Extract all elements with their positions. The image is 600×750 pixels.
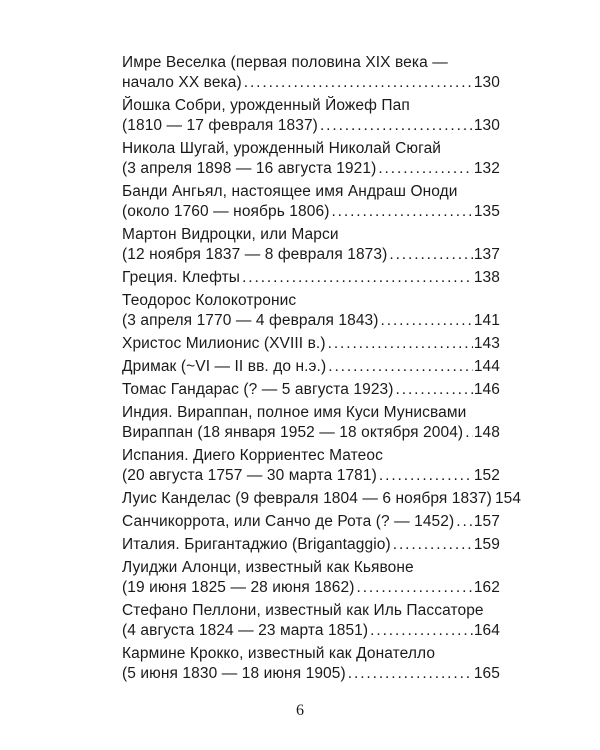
toc-entry-last-line — [122, 311, 500, 331]
toc-entry-last-line — [122, 380, 500, 400]
toc-entry-title-line: (3 апреля 1770 — 4 февраля 1843) — [122, 312, 379, 329]
page-number: 6 — [296, 702, 304, 719]
toc-entry-last-line — [122, 578, 500, 598]
toc-entry-page-number: 130 — [473, 117, 500, 134]
toc-entry-title-line: (около 1760 — ноябрь 1806) — [122, 203, 330, 220]
dot-leader — [456, 512, 473, 532]
toc-entry-title-line: Индия. Вираппан, полное имя Куси Мунисвами — [122, 404, 467, 421]
toc-entry-title-line: (3 апреля 1898 — 16 августа 1921) — [122, 160, 377, 177]
dot-leader — [465, 423, 473, 443]
toc-entry — [122, 182, 500, 222]
toc-entry — [122, 225, 500, 265]
toc-entry-title-line: Санчикоррота, или Санчо де Рота (? — 1452) — [122, 513, 455, 530]
toc-entry — [122, 53, 500, 93]
toc-entry — [122, 334, 500, 354]
dot-leader — [378, 159, 472, 179]
dot-leader — [328, 334, 473, 354]
toc-entry — [122, 446, 500, 486]
dot-leader — [393, 535, 473, 555]
toc-entry — [122, 357, 500, 377]
toc-entry-title-line: начало XX века) — [122, 74, 242, 91]
toc-entry-title-line: Йошка Собри, урожденный Йожеф Пап — [122, 97, 410, 114]
toc-entry-last-line — [122, 512, 500, 532]
toc-entry-page-number: 138 — [473, 269, 500, 286]
toc-entry-title-line: (20 августа 1757 — 30 марта 1781) — [122, 467, 377, 484]
toc-entry-page-number: 130 — [473, 74, 500, 91]
toc-entry — [122, 489, 522, 509]
toc-entry-page-number: 148 — [473, 424, 500, 441]
toc-entry-title-line: Христос Милионис (XVIII в.) — [122, 335, 326, 352]
toc-entry-last-line — [122, 357, 500, 377]
toc-entry-title-line: Испания. Диего Корриентес Матеос — [122, 447, 383, 464]
toc-entry-last-line — [122, 245, 500, 265]
toc-entry — [122, 139, 500, 179]
toc-entry-last-line — [122, 334, 500, 354]
toc-entry-title-line: (1810 — 17 февраля 1837) — [122, 117, 318, 134]
dot-leader — [348, 664, 473, 684]
toc-entry-page-number: 165 — [473, 665, 500, 682]
toc-entry-last-line — [122, 664, 500, 684]
toc-entry-page-number: 159 — [473, 536, 500, 553]
dot-leader — [242, 268, 473, 288]
toc-entry-page-number: 157 — [473, 513, 500, 530]
toc-entry-page-number: 137 — [473, 246, 500, 263]
toc-entry-title-line: Вираппан (18 января 1952 — 18 октября 2004) — [122, 424, 464, 441]
toc-entry-last-line — [122, 423, 500, 443]
dot-leader — [379, 466, 473, 486]
dot-leader — [320, 116, 473, 136]
toc-entry-title-line: Дримак (~VI — II вв. до н.э.) — [122, 358, 327, 375]
table-of-contents — [122, 53, 522, 687]
toc-entry-page-number: 143 — [473, 335, 500, 352]
toc-entry — [122, 268, 500, 288]
toc-entry — [122, 535, 500, 555]
toc-entry-title-line: Луиджи Алонци, известный как Кьявоне — [122, 559, 414, 576]
toc-entry-title-line: (12 ноября 1837 — 8 февраля 1873) — [122, 246, 388, 263]
dot-leader — [370, 621, 473, 641]
toc-entry-page-number: 162 — [473, 579, 500, 596]
toc-entry-title-line: Имре Веселка (первая половина XIX века — — [122, 54, 448, 71]
dot-leader — [381, 311, 473, 331]
toc-entry — [122, 291, 500, 331]
toc-entry-title-line: Томас Гандарас (? — 5 августа 1923) — [122, 381, 394, 398]
toc-entry-last-line — [122, 268, 500, 288]
toc-entry-title-line: Италия. Бригантаджио (Brigantaggio) — [122, 536, 391, 553]
toc-entry — [122, 380, 500, 400]
toc-entry-title-line: Теодорос Колокотронис — [122, 292, 297, 309]
toc-entry-page-number: 164 — [473, 622, 500, 639]
dot-leader — [396, 380, 473, 400]
toc-entry — [122, 601, 500, 641]
toc-entry-last-line — [122, 489, 522, 509]
toc-entry-title-line: Банди Ангьял, настоящее имя Андраш Оноди — [122, 183, 458, 200]
toc-entry-page-number: 152 — [473, 467, 500, 484]
toc-entry — [122, 96, 500, 136]
dot-leader — [331, 202, 472, 222]
dot-leader — [356, 578, 472, 598]
toc-entry-last-line — [122, 73, 500, 93]
toc-entry — [122, 644, 500, 684]
toc-entry-title-line: (5 июня 1830 — 18 июня 1905) — [122, 665, 346, 682]
toc-entry-title-line: Луис Канделас (9 февраля 1804 — 6 ноября 1837) — [122, 490, 492, 507]
toc-entry-title-line: Кармине Крокко, известный как Донателло — [122, 645, 436, 662]
toc-entry-last-line — [122, 116, 500, 136]
toc-entry-page-number: 146 — [473, 381, 500, 398]
toc-entry-last-line — [122, 202, 500, 222]
toc-entry-page-number: 132 — [473, 160, 500, 177]
toc-entry-title-line: Мартон Видроцки, или Марси — [122, 226, 339, 243]
toc-entry — [122, 512, 500, 532]
toc-entry-last-line — [122, 535, 500, 555]
toc-entry-title-line: Никола Шугай, урожденный Николай Сюгай — [122, 140, 442, 157]
toc-entry-last-line — [122, 159, 500, 179]
dot-leader — [389, 245, 472, 265]
toc-entry-title-line: Стефано Пеллони, известный как Иль Пассаторе — [122, 602, 484, 619]
toc-entry — [122, 558, 500, 598]
toc-entry-last-line — [122, 466, 500, 486]
toc-entry-page-number: 154 — [494, 490, 522, 507]
toc-entry-title-line: (4 августа 1824 — 23 марта 1851) — [122, 622, 369, 639]
toc-entry — [122, 403, 500, 443]
toc-entry-title-line: (19 июня 1825 — 28 июня 1862) — [122, 579, 355, 596]
toc-entry-page-number: 141 — [473, 312, 500, 329]
toc-entry-page-number: 144 — [473, 358, 500, 375]
dot-leader — [244, 73, 473, 93]
toc-entry-last-line — [122, 621, 500, 641]
dot-leader — [328, 357, 473, 377]
toc-entry-page-number: 135 — [473, 203, 500, 220]
toc-entry-title-line: Греция. Клефты — [122, 269, 241, 286]
